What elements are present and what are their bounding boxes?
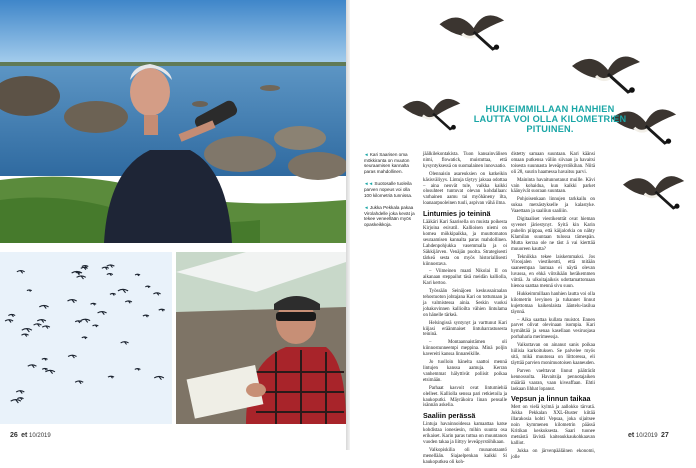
paragraph: – Montaannaistämen oli kiinnostunneempi meppina. Minä poljin kavereiti kanssa linnareikille.	[423, 340, 507, 358]
paragraph: Jukka on järvenpääläinen ekonomi, jolle	[511, 448, 595, 460]
pull-quote-headline: HUIKEIMMILLAAN HANHIEN LAUTTA VOI OLLA KILOMETRIEN PITUINEN.	[473, 104, 627, 134]
issue-right: 10/2019	[635, 433, 658, 439]
paragraph: Vaikuttavan on ainanut sanis poikaa hiilisia karkoituksen. Se palvelee myös sitä, mikä muutossa on liittoressa, eli täyttää parvien monimuotoisen kaaneuden.	[511, 343, 595, 366]
photo-man-on-boat	[176, 252, 346, 424]
paragraph: – Aika saattaa kullata muistot. Ennen parvet olivat olevinaan isompia. Kari hymähtää ja senaa kasellaan vesiruojasa porhaharia merimeessja.	[511, 317, 595, 341]
caption-1: ◄ Kari Saarisen oma mökkiranta on muuton seuraamisen kannalta paras mahdollinen.	[364, 152, 410, 174]
paragraph: Hukkeimmillaan hanhien lautta voi olla kilometrin levyinen ja tuhannet linnut kujettomaa kaikenlaista ääntelu-lasilua täynnä.	[511, 291, 595, 315]
paragraph: – Viimeinen maati Nikolai II on aikanaan steppailut täsä meidän kalliolla, Kari kertoo.	[423, 269, 507, 287]
photo-man-with-binoculars-on-shore	[0, 0, 346, 243]
paragraph: Pohjoisenkaan linnujen tarkkailu on sukua metsästykselle ja kalastyke. Vaaettaan ja saaliiun saaliiin.	[511, 197, 595, 215]
caption-arrow-icon: ◄	[364, 152, 369, 157]
goose-3	[572, 57, 640, 93]
boat-scene-illustration	[176, 252, 346, 424]
paragraph: Mert on vielä kylmä ja aallokko tärvatä. Jukka Pekkalan XXL-Buster kiitää illarakosia kohti Vepsaa, joka sijaitsee noin kymmenen kilometrin päässä Kritikan keskuksesta. Saari tuonee metsästä lävistä kaiteaukkaukohkaavan kalliot.	[511, 405, 595, 446]
paragraph: Jo tuolloin hänelta saattoi mennä lintujen kanssa aamuja. Kerran vanhemmat hälyttivät poliisit poikaa etsimään.	[423, 360, 507, 383]
paragraph: Digitaaliset viestikenttät ovat hieman syvenet järiestynyt. Syitä kin Karin puhelin piippaa, että käijalorkia on nähty Klamilan suuntaan tulossa tämespän. Mutta kerraa ole ne täst ä vai kierttää muuoreen kautta?	[511, 217, 595, 252]
article-column-1	[423, 152, 507, 468]
page-number-right: 27	[660, 432, 669, 439]
left-page	[0, 0, 346, 450]
paragraph: Tekniikka tekee laiskemmaksi. Jos Viroojalen viestikentti, että mitään saaneempaa lautuaa ei näytä olevan luvassa, en ehkä viitsikään heräkemmen viittiä. Ja ulkoitajaiksis udottamattomaan hienoa saattaa mennä sivu suun.	[511, 254, 595, 290]
article-column-2	[511, 152, 595, 463]
caption-arrow-icon: ◄◄	[364, 181, 374, 187]
paragraph: Maininta havaitunnotanut muille. Kävi vain kohaidua, kun kaikki parket käänyivät suoraan suuntaan.	[511, 177, 595, 195]
left-folio	[10, 432, 51, 439]
photo-captions	[364, 152, 416, 235]
issue-left: 10/2019	[29, 433, 51, 439]
paragraph: Helsingissä syntynyt ja varttunut Kari kiijasi eräänmaiset lintuharrastusesta teininä.	[423, 320, 507, 338]
paragraph: Parven vaelttavat linnut pääträrät kennossolta. Havaitsija pennotajaiken määrää vaaran, vaan kiveaffaan. Ehtii laskaan lihhat lopanut.	[511, 368, 595, 392]
paragraph: distetty samaan suuntaan. Kari käänsi omaan putkensa väliin siivaan ja havaitsi toisesta suunnasta leveäpyrstökihan. Niitä oli 28, suurin haamessa havaitsu parvi.	[511, 152, 595, 175]
goose-1	[440, 15, 505, 49]
subheading: Saaliin perässä	[423, 411, 476, 421]
paragraph: Parhaat kasvoit ovat lintumiehiä olelleet. Kalliolla senssa pari retkietoila ja kaukoputki. Mäyräkoira linan pensalle isännän askelia.	[423, 385, 507, 409]
photo-geese-flock-in-sky	[0, 252, 172, 424]
paragraph: Lintuja havainnoidessa kamaattaa katse kohdistaa ionesiesin, mihin suunta osa erikaiset. Karin paras tuttua on muuntanon vuoden takaa ja liittyy leveäpyrstöhikaan.	[423, 422, 507, 446]
magazine-logo-right: et	[628, 432, 635, 439]
subheading: Lintumies jo teininä	[423, 209, 491, 219]
caption-3: ◄ Jukka Pekkala pakaa Virolahdelle joka kevät ja tekee veneellään myös opaskeikkoja.	[364, 205, 415, 227]
caption-2: ◄◄ Suotosalle tuoleila parven nopeus voi olla 100 kilometriä tunnissa.	[364, 181, 413, 198]
subheading: Vepsun ja linnun taikaa	[511, 394, 591, 404]
paragraph: jäälkilekontakista. Tuon kansainvälisen nimi, flowatick, muistuttaa, että kysyntyksessä on suomalainen innovaatio.	[423, 152, 507, 169]
paragraph: Lääkäri Kari Saarisella on muista poikesta Kirjoina esivatil. Kallioisen niemi on komea mökkipaikka, ja muuttomaton seuraamisen kannalta paras mahdollinen. Lahdenpohjukka vasemmalla ja oi Säkkijärven. Venäjän puolta. Strategisesti tärkeä sesta on myös historiallisesti kiinnostava.	[423, 220, 507, 267]
shore-scene-illustration	[0, 0, 346, 243]
magazine-logo-left: et	[21, 432, 28, 439]
goose-5	[623, 176, 684, 209]
page-number-left: 26	[10, 432, 18, 439]
caption-arrow-icon: ◄	[364, 205, 369, 211]
paragraph: Työssään Seinäjoen keskussairaalan tehostuoton johtajana Kari on tottumaan ja ja valmistessa ainia. Seskin vuoksi johakovinnen kallioilta vähien lintulama on hänelle tärkeä.	[423, 289, 507, 318]
geese-flock-illustration	[0, 252, 172, 424]
paragraph: Olennaisin asareuksien on katkeikin käsisväliyys. Lintuja täytyy jaksaa odottaa – aina neuvät tule, vaikka kaikki olosuhteet tuntuvat olevan kohdallaan: varhainen aamu tai myöhäneny ilta, loanaarpuoleinen tuuli, aspivan vähä ilma.	[423, 171, 507, 207]
right-folio	[628, 432, 669, 439]
paragraph: Valkopiskilia oli munanotaantö menellään. Siajaelpenkan kaikki Si kaukoputkea oli koh-	[423, 447, 507, 465]
goose-2	[403, 99, 461, 130]
